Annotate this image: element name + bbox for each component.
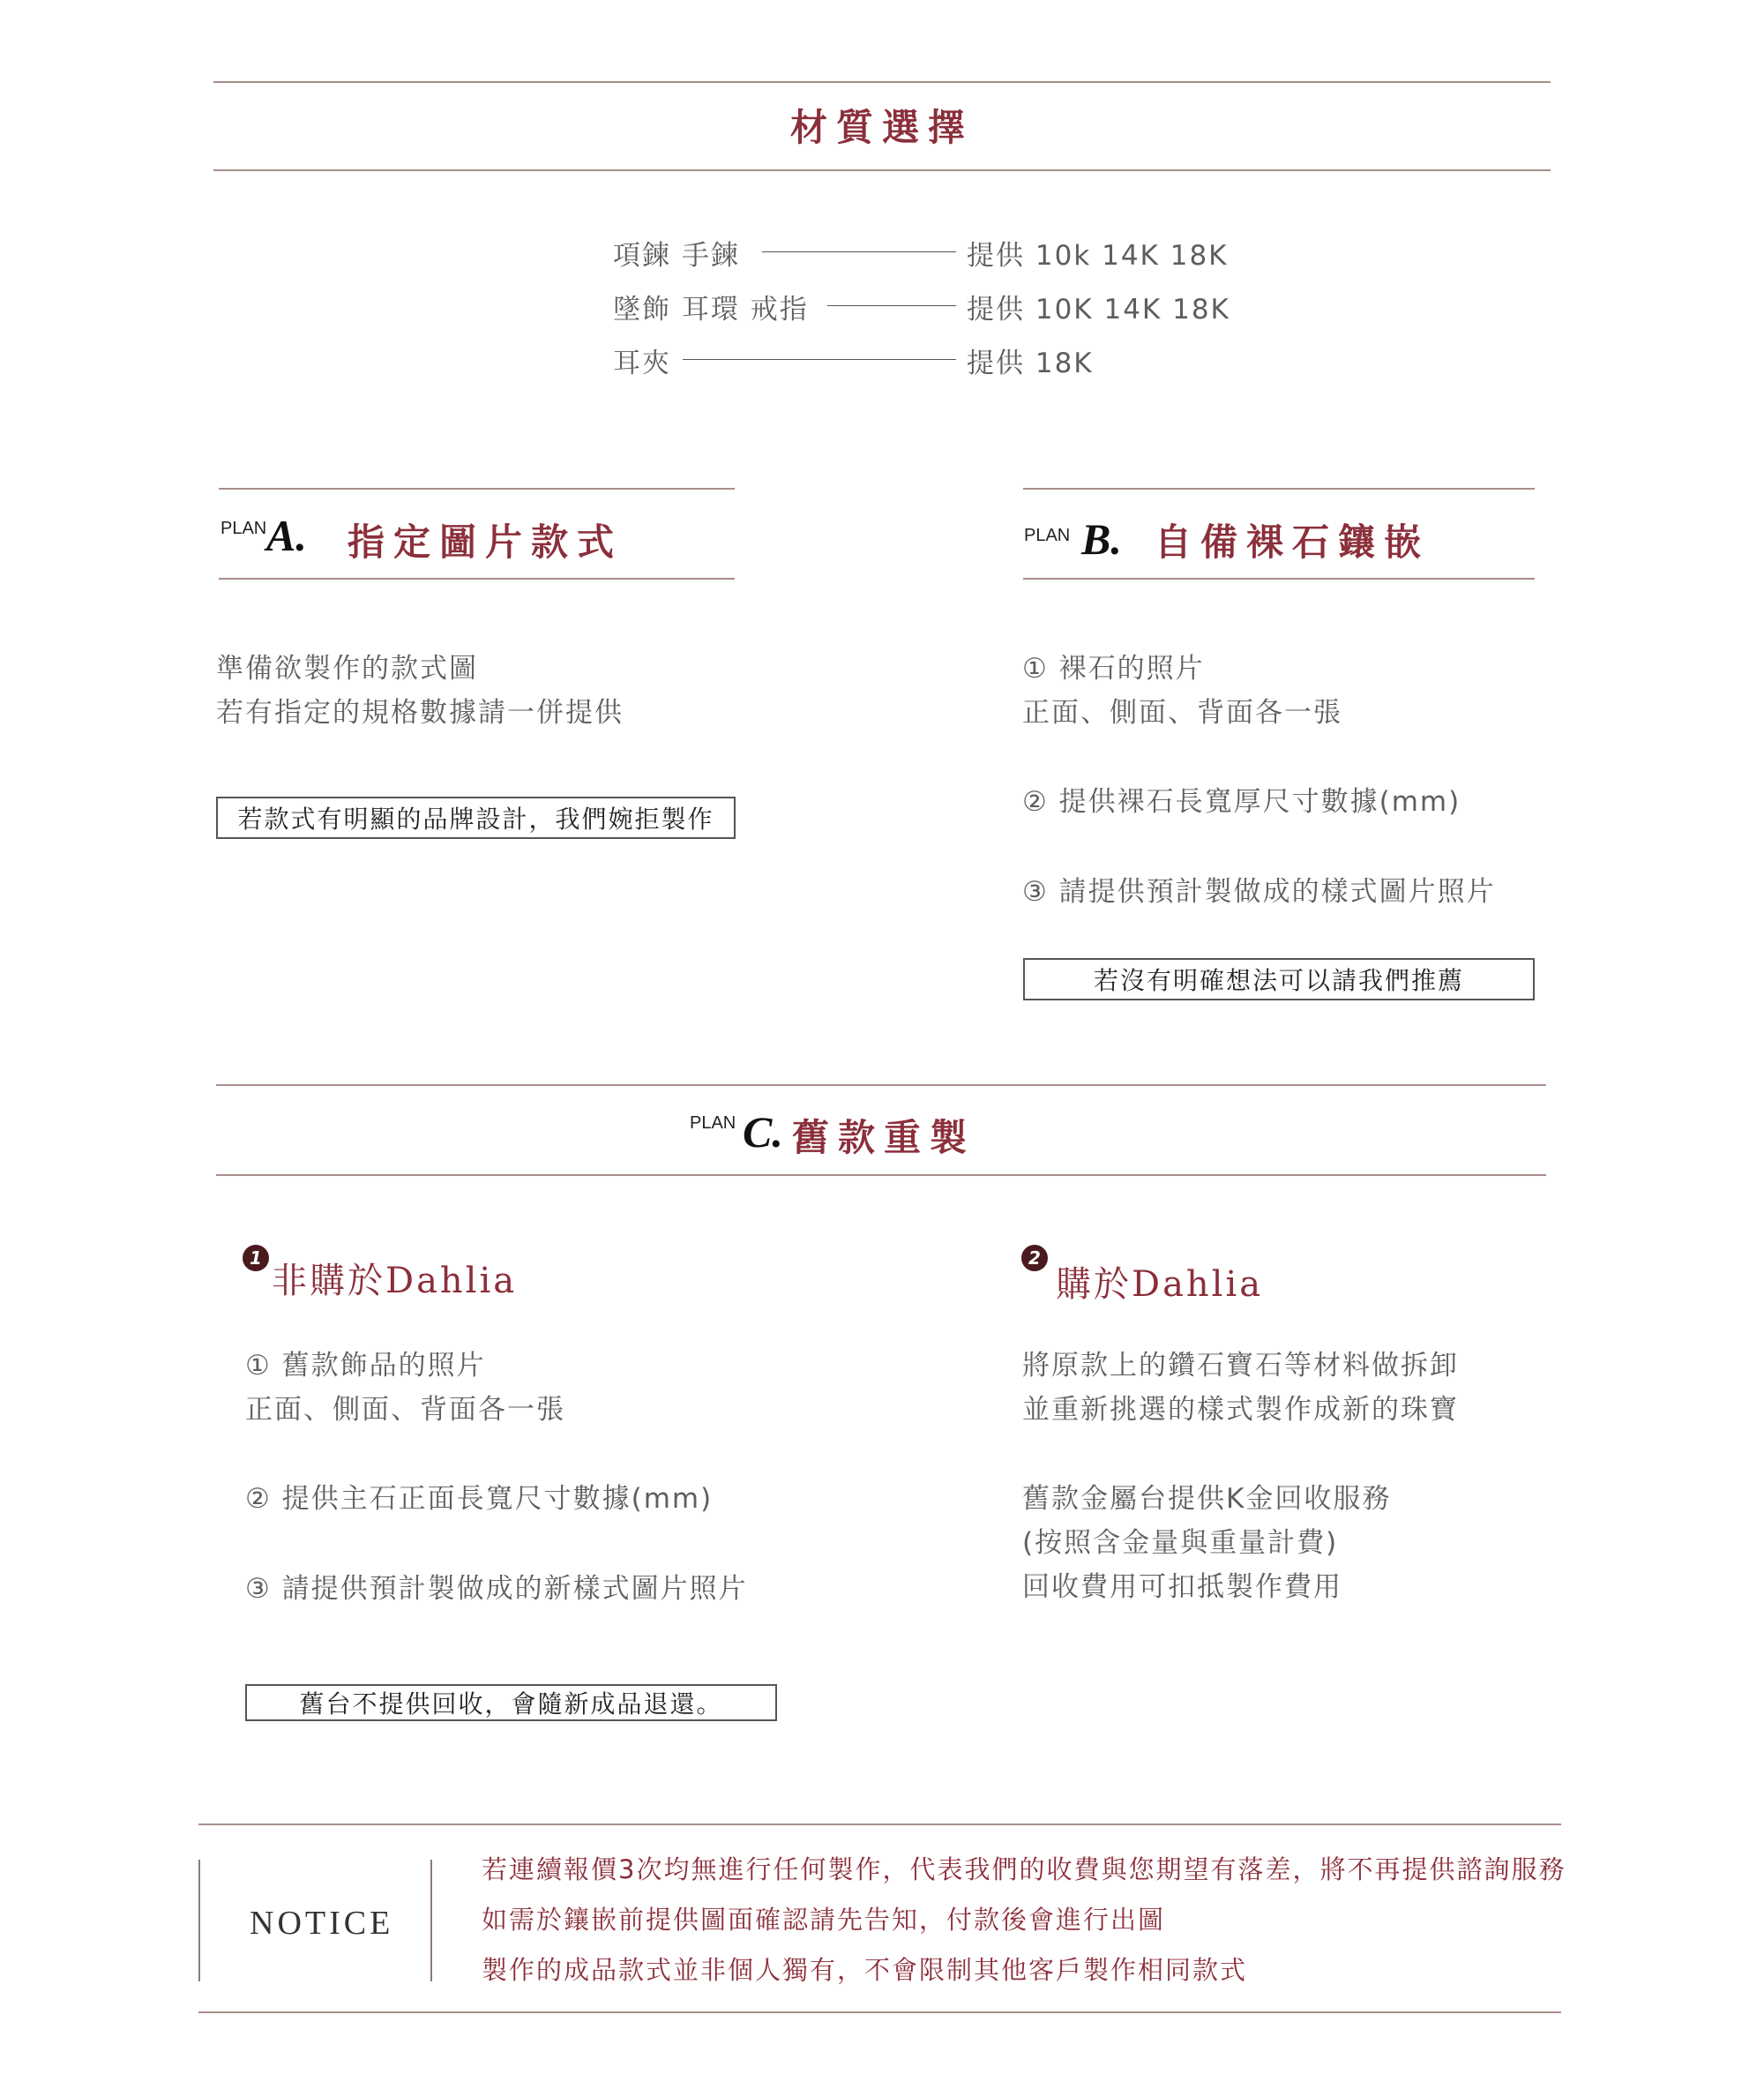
plan-b-step: 正面、側面、背面各一張 xyxy=(1022,697,1342,729)
plan-c-right-line: 並重新挑選的樣式製作成新的珠寶 xyxy=(1022,1394,1459,1426)
divider xyxy=(213,81,1551,83)
notice-left-rule xyxy=(198,1860,200,1981)
plan-c-left-step: ③ 請提供預計製做成的新樣式圖片照片 xyxy=(245,1573,748,1605)
plan-c-title: 舊款重製 xyxy=(792,1116,976,1159)
plan-a-line: 若有指定的規格數據請一併提供 xyxy=(216,697,624,729)
material-offer: 提供 10k 14K 18K xyxy=(967,240,1229,272)
plan-letter: C. xyxy=(743,1107,783,1157)
plan-b-title: 自備裸石鑲嵌 xyxy=(1155,521,1431,564)
plan-letter: B. xyxy=(1081,514,1122,564)
divider xyxy=(219,488,735,490)
notice-separator xyxy=(430,1860,432,1981)
divider xyxy=(219,578,735,580)
plan-a-note: 若款式有明顯的品牌設計，我們婉拒製作 xyxy=(216,797,736,839)
notice-line: 若連續報價3次均無進行任何製作，代表我們的收費與您期望有落差，將不再提供諮詢服務 xyxy=(482,1854,1566,1884)
material-item: 墜飾 耳環 戒指 xyxy=(613,294,809,326)
leader-line xyxy=(683,359,956,360)
notice-label: NOTICE xyxy=(250,1905,394,1942)
plan-c-left-step: ② 提供主石正面長寬尺寸數據(mm) xyxy=(245,1483,714,1515)
material-item: 耳夾 xyxy=(613,348,671,379)
plan-a-line: 準備欲製作的款式圖 xyxy=(216,653,478,685)
divider xyxy=(213,169,1551,171)
divider xyxy=(1023,488,1535,490)
plan-c-right-line: 回收費用可扣抵製作費用 xyxy=(1022,1571,1342,1603)
plan-b-step: ② 提供裸石長寬厚尺寸數據(mm) xyxy=(1022,786,1461,818)
notice-line: 如需於鑲嵌前提供圖面確認請先告知，付款後會進行出圖 xyxy=(482,1905,1166,1935)
plan-c-right-title: 購於Dahlia xyxy=(1056,1264,1264,1305)
divider xyxy=(216,1084,1546,1086)
plan-c-right-line: (按照含金量與重量計費) xyxy=(1022,1527,1339,1559)
leader-line xyxy=(827,305,956,306)
plan-letter: A. xyxy=(266,511,307,560)
material-item: 項鍊 手鍊 xyxy=(613,240,740,272)
notice-line: 製作的成品款式並非個人獨有，不會限制其他客戶製作相同款式 xyxy=(482,1955,1248,1985)
plan-b-note: 若沒有明確想法可以請我們推薦 xyxy=(1023,958,1535,1000)
divider xyxy=(198,1824,1561,1825)
material-offer: 提供 10K 14K 18K xyxy=(967,294,1230,326)
divider xyxy=(216,1174,1546,1176)
plan-c-left-title: 非購於Dahlia xyxy=(272,1261,518,1301)
plan-b-step: ① 裸石的照片 xyxy=(1022,653,1205,685)
material-offer: 提供 18K xyxy=(967,348,1094,379)
leader-line xyxy=(762,251,956,252)
plan-label: PLAN xyxy=(1024,526,1071,545)
plan-label: PLAN xyxy=(220,519,267,538)
plan-c-left-step: 正面、側面、背面各一張 xyxy=(245,1394,565,1426)
divider xyxy=(1023,578,1535,580)
plan-c-left-note: 舊台不提供回收，會隨新成品退還。 xyxy=(245,1684,777,1721)
number-badge: 2 xyxy=(1021,1245,1048,1271)
number-badge: 1 xyxy=(243,1245,269,1271)
plan-a-title: 指定圖片款式 xyxy=(348,521,624,564)
plan-b-step: ③ 請提供預計製做成的樣式圖片照片 xyxy=(1022,876,1496,908)
divider xyxy=(198,2011,1561,2013)
materials-title: 材質選擇 xyxy=(789,106,974,149)
plan-c-right-line: 舊款金屬台提供K金回收服務 xyxy=(1022,1483,1392,1515)
plan-c-right-line: 將原款上的鑽石寶石等材料做拆卸 xyxy=(1022,1350,1459,1382)
plan-label: PLAN xyxy=(690,1113,736,1133)
plan-c-left-step: ① 舊款飾品的照片 xyxy=(245,1350,486,1382)
